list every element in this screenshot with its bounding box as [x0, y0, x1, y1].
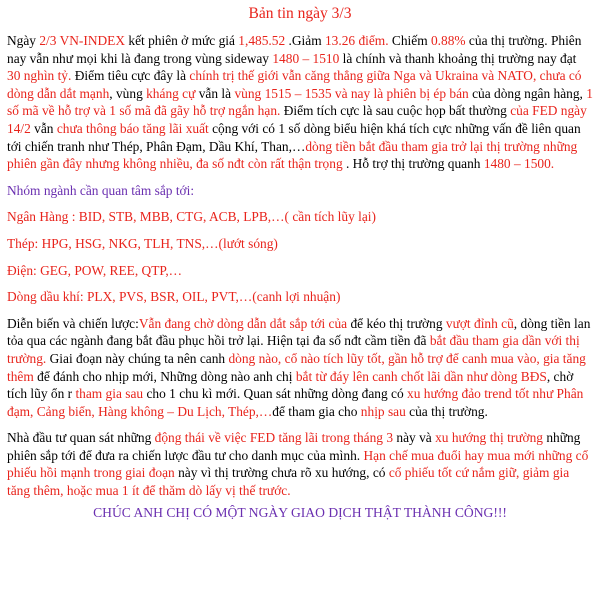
intro-segment: Ngày	[7, 33, 40, 48]
strategy-segment: xu hướng đảo trend tốt như Phân đạm, Cảng biển, Hàng không – Du Lịch, Thép,…	[7, 386, 584, 419]
closing-message: CHÚC ANH CHỊ CÓ MỘT NGÀY GIAO DỊCH THẬT THÀNH CÔNG!!!	[93, 504, 507, 520]
strategy-segment: để đánh cho nhịp mới, Những dòng nào anh chị	[33, 368, 296, 384]
advice-segment: xu hướng thị trường	[435, 430, 543, 446]
intro-segment: , vùng	[109, 85, 147, 101]
strategy-segment: cho 1 chu kì mới. Quan sát những dòng đang có	[143, 386, 408, 402]
intro-segment: kháng cự	[146, 85, 196, 101]
intro-segment: 1480 – 1510	[272, 50, 340, 66]
intro-segment: vùng 1515 – 1535 và nay là phiên bị ép bán	[234, 85, 469, 101]
intro-segment: của thị trường. Phiên nay vẫn như mọi khi là đang trong vùng sideway	[7, 33, 582, 66]
intro-segment: 30 nghìn tỷ.	[7, 68, 72, 84]
advice-segment: động thái về việc FED tăng lãi trong tháng 3	[154, 430, 394, 446]
intro-paragraph	[7, 32, 593, 173]
intro-segment: cộng với có 1 số dòng biểu hiện khá tích cực những vấn đề liên quan tới chiến tranh như Thép, Phân Đạm, Dầu Khí, Than,…	[7, 120, 581, 154]
strategy-segment: Giai đoạn này chúng ta nên canh	[46, 350, 229, 366]
advice-segment: này và	[393, 430, 436, 446]
strategy-segment: Vẫn đang chờ dòng dẫn dắt sắp tới của	[138, 315, 348, 331]
sectors-heading: Nhóm ngành cần quan tâm sắp tới:	[7, 182, 195, 198]
strategy-segment: Diễn biến và chiến lược:	[7, 315, 139, 331]
strategy-segment: , dòng tiền lan tỏa qua các ngành đang bắt đầu phục hồi trở lại. Hiện tại đa số nđt cầm tiền đã	[7, 315, 591, 349]
intro-segment: là chính và thanh khoảng thị trường nay đạt	[339, 50, 577, 66]
intro-segment: 1 số mã về hỗ trợ và 1 số mã đã gãy hỗ trợ ngắn hạn.	[7, 85, 593, 119]
sector-oil-gas: Dòng dầu khí: PLX, PVS, BSR, OIL, PVT,…(canh lợi nhuận)	[7, 289, 341, 305]
strategy-segment: , chờ tích lũy ổn r	[7, 368, 574, 402]
advice-segment: những phiên sắp tới để đưa ra chiến lược đầu tư cho danh mục của mình.	[7, 430, 581, 463]
strategy-paragraph	[7, 315, 593, 421]
intro-segment: . Hỗ trợ thị trường quanh	[342, 156, 484, 172]
strategy-segment: tham gia sau	[75, 386, 144, 402]
strategy-segment: để tham gia cho	[272, 403, 361, 419]
intro-segment: 1,485.52	[238, 33, 286, 48]
strategy-segment: để kéo thị trường	[347, 315, 446, 331]
strategy-segment: vượt đỉnh cũ	[445, 315, 514, 331]
intro-segment: dòng tiền bắt đầu tham gia trở lại thị trường những phiên gần đây nhưng không nhiều, đa số nđt còn rất thận trọng	[7, 138, 578, 172]
advice-segment: cổ phiếu tốt cứ nắm giữ, giảm gia tăng thêm, hoặc mua 1 ít để thăm dò lấy vị thế trước.	[7, 465, 570, 499]
intro-segment: của dòng ngân hàng,	[468, 85, 587, 101]
intro-segment: 0.88%	[430, 33, 466, 48]
intro-segment: Chiếm	[388, 33, 431, 48]
strategy-segment: nhịp sau	[360, 403, 406, 419]
advice-segment: Hạn chế mua đuổi hay mua mới những cổ phiếu hồi mạnh trong giai đoạn	[7, 447, 589, 481]
intro-segment: vẫn	[30, 120, 57, 136]
intro-segment: Điểm tiêu cực đây là	[71, 68, 190, 84]
intro-segment: vẫn là	[195, 85, 235, 101]
sector-steel: Thép: HPG, HSG, NKG, TLH, TNS,…(lướt sóng)	[7, 235, 278, 251]
intro-segment: .Giảm	[285, 33, 325, 48]
intro-segment: 2/3 VN-INDEX	[39, 33, 126, 48]
strategy-segment: của thị trường.	[405, 403, 488, 419]
sector-banking: Ngân Hàng : BID, STB, MBB, CTG, ACB, LPB,…( cần tích lũy lại)	[7, 209, 376, 225]
intro-segment: Điểm tích cực là sau cuộc họp bất thường	[280, 103, 511, 119]
page-title: Bản tin ngày 3/3	[248, 5, 352, 22]
sector-power: Điện: GEG, POW, REE, QTP,…	[7, 262, 183, 278]
intro-segment: 1480 – 1500.	[483, 156, 555, 172]
advice-paragraph	[7, 429, 593, 499]
intro-segment: 13.26 điểm.	[324, 33, 389, 48]
intro-segment: chưa thông báo tăng lãi xuất	[56, 120, 209, 136]
strategy-segment: bắt đầu tham gia dần với thị trường.	[7, 333, 580, 366]
advice-segment: này vì thị trường chưa rõ xu hướng, có	[174, 465, 389, 481]
strategy-segment: dòng nào, cổ nào tích lũy tốt, gần hỗ trợ để canh mua vào, gia tăng thêm	[7, 350, 586, 384]
strategy-segment: bắt từ đáy lên canh chốt lãi dần như dòng BĐS	[295, 368, 547, 384]
intro-segment: kết phiên ở mức giá	[125, 33, 239, 48]
intro-segment: chính trị thế giới vẫn căng thẳng giữa Nga và Ukraina và NATO, chưa có dòng dẫn dắt mạnh	[7, 68, 582, 101]
intro-segment: của FED ngày 14/2	[7, 103, 587, 136]
advice-segment: Nhà đầu tư quan sát những	[7, 430, 155, 446]
